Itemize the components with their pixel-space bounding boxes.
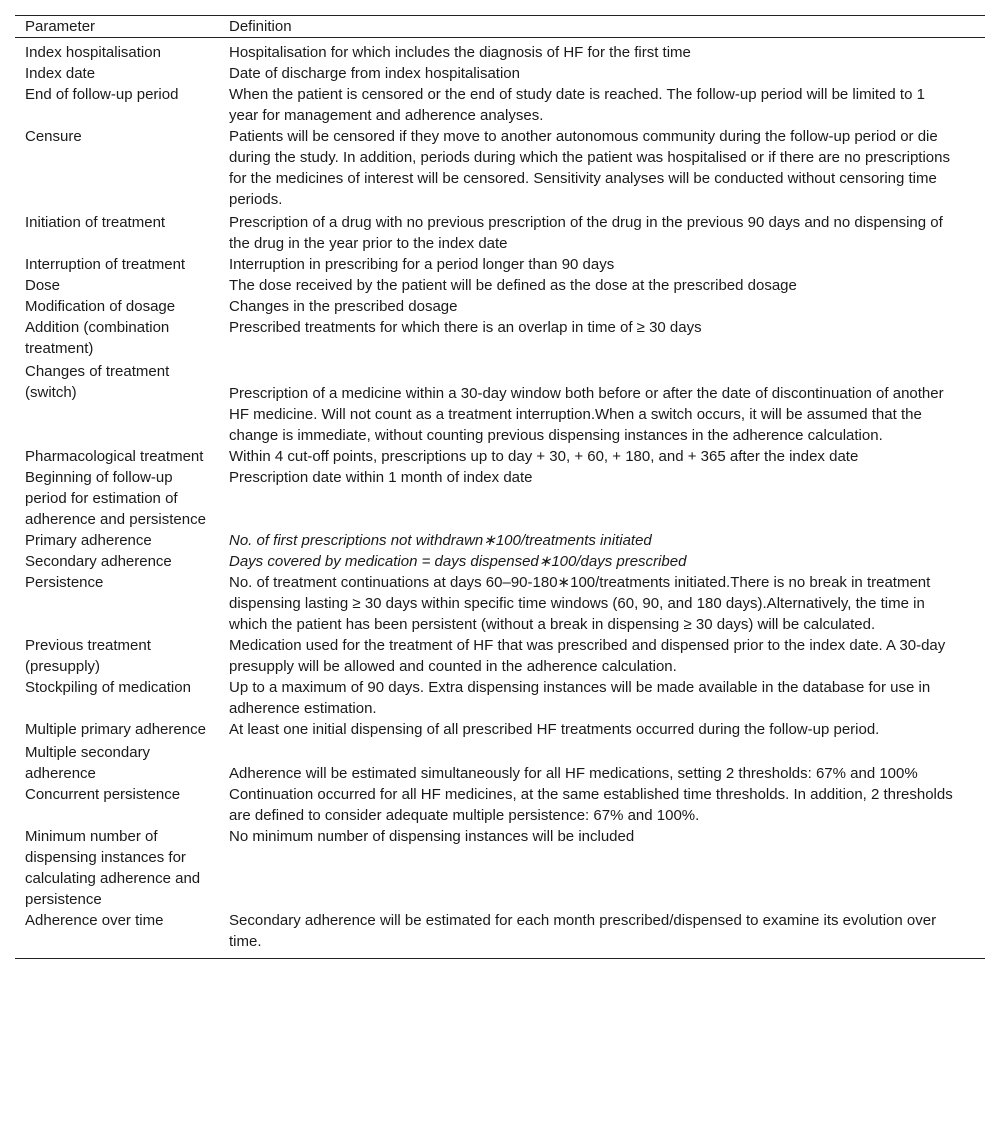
table-row	[15, 254, 985, 275]
parameter-cell: Changes of treatment (switch)	[25, 363, 170, 401]
definition-cell: Within 4 cut-off points, prescriptions up to day + 30, + 60, + 180, and + 365 after the index date	[229, 448, 859, 465]
table-row	[15, 677, 985, 719]
definition-cell: Changes in the prescribed dosage	[229, 298, 458, 315]
table-row	[15, 84, 985, 126]
table-row	[15, 572, 985, 635]
definition-cell	[219, 551, 985, 572]
table-row	[15, 784, 985, 826]
definition-cell: When the patient is censored or the end of study date is reached. The follow-up period will be limited to 1 year for management and adherence analyses.	[229, 86, 925, 124]
parameter-cell: Modification of dosage	[25, 298, 176, 315]
parameter-cell: Beginning of follow-up period for estimation of adherence and persistence	[25, 469, 206, 528]
table-row	[15, 126, 985, 212]
table-body	[15, 38, 985, 959]
table-row	[15, 361, 985, 446]
parameter-cell: Previous treatment (presupply)	[25, 637, 151, 675]
primary-adherence-formula: No. of first prescriptions not withdrawn∗100/treatments initiated	[229, 532, 652, 549]
table-row	[15, 719, 985, 742]
table-row	[15, 530, 985, 551]
definition-cell: Date of discharge from index hospitalisation	[229, 65, 520, 82]
parameter-cell: Stockpiling of medication	[25, 679, 191, 696]
parameter-cell: Index date	[25, 65, 96, 82]
parameter-cell: Minimum number of dispensing instances for calculating adherence and persistence	[25, 828, 201, 908]
parameter-cell: Persistence	[25, 574, 104, 591]
definition-cell: The dose received by the patient will be defined as the dose at the prescribed dosage	[229, 277, 797, 294]
definition-cell: Prescribed treatments for which there is an overlap in time of ≥ 30 days	[229, 319, 702, 336]
parameter-cell: Concurrent persistence	[25, 786, 181, 803]
table-row	[15, 551, 985, 572]
parameter-cell: End of follow-up period	[25, 86, 179, 103]
table-row	[15, 910, 985, 959]
definition-cell: At least one initial dispensing of all prescribed HF treatments occurred during the follow-up period.	[229, 721, 880, 738]
parameter-cell: Censure	[25, 128, 82, 145]
definition-cell: Interruption in prescribing for a period longer than 90 days	[229, 256, 615, 273]
table-row	[15, 275, 985, 296]
table-row	[15, 38, 985, 64]
parameter-cell: Secondary adherence	[25, 553, 172, 570]
parameters-table	[15, 15, 985, 959]
definition-cell: Prescription of a drug with no previous prescription of the drug in the previous 90 days and no dispensing of the drug in the year prior to the index date	[229, 214, 943, 252]
parameter-cell: Multiple secondary adherence	[25, 744, 151, 782]
parameter-cell: Multiple primary adherence	[25, 721, 206, 738]
table-row	[15, 635, 985, 677]
table-row	[15, 212, 985, 254]
parameter-cell: Initiation of treatment	[25, 214, 166, 231]
parameter-cell: Interruption of treatment	[25, 256, 186, 273]
definition-cell: Hospitalisation for which includes the diagnosis of HF for the first time	[229, 44, 691, 61]
table-row	[15, 446, 985, 467]
definition-cell: Secondary adherence will be estimated for each month prescribed/dispensed to examine its evolution over time.	[229, 912, 937, 950]
definition-cell: Patients will be censored if they move to another autonomous community during the follow-up period or die during the study. In addition, periods during which the patient was hospitalised or if there are no prescriptions for the medicines of interest will be censored. Sensitivity analyses will be conducted without censoring time periods.	[229, 128, 950, 208]
parameter-cell: Index hospitalisation	[25, 44, 161, 61]
parameter-cell: Addition (combination treatment)	[25, 319, 170, 357]
definition-cell: Prescription of a medicine within a 30-day window both before or after the date of discontinuation of another HF medicine. Will not count as a treatment interruption.When a switch occurs, it will be assumed that the change is immediate, without counting previous dispensing instances in the adherence calculation.	[229, 385, 944, 444]
definition-cell: Up to a maximum of 90 days. Extra dispensing instances will be made available in the database for use in adherence estimation.	[229, 679, 931, 717]
table-row	[15, 296, 985, 317]
header-row	[15, 16, 985, 38]
table-header	[15, 16, 985, 38]
definition-cell: Adherence will be estimated simultaneously for all HF medications, setting 2 thresholds: 67% and 100%	[229, 765, 918, 782]
definition-cell: No. of treatment continuations at days 60–90-180∗100/treatments initiated.There is no break in treatment dispensing lasting ≥ 30 days within specific time windows (60, 90, and 180 days).Alternatively, the time in which the patient has been persistent (without a break in dispensing ≥ 30 days) will be calculated.	[229, 574, 931, 633]
parameter-cell: Primary adherence	[25, 532, 152, 549]
table-row	[15, 317, 985, 361]
definition-cell: No minimum number of dispensing instances will be included	[229, 828, 635, 845]
parameter-cell: Adherence over time	[25, 912, 164, 929]
definition-cell: Prescription date within 1 month of index date	[229, 469, 533, 486]
table-row	[15, 826, 985, 910]
definition-cell: Continuation occurred for all HF medicines, at the same established time thresholds. In addition, 2 thresholds are defined to consider adequate multiple persistence: 67% and 100%.	[229, 786, 953, 824]
header-definition: Definition	[229, 18, 292, 35]
parameter-cell: Pharmacological treatment	[25, 448, 204, 465]
table-row	[15, 63, 985, 84]
table-row	[15, 742, 985, 784]
secondary-adherence-formula: Days covered by medication = days dispensed∗100/days prescribed	[229, 553, 687, 570]
parameter-cell: Dose	[25, 277, 61, 294]
table-row	[15, 467, 985, 530]
definition-cell	[219, 530, 985, 551]
header-parameter: Parameter	[25, 18, 96, 35]
definition-cell: Medication used for the treatment of HF that was prescribed and dispensed prior to the index date. A 30-day presupply will be allowed and counted in the adherence calculation.	[229, 637, 946, 675]
